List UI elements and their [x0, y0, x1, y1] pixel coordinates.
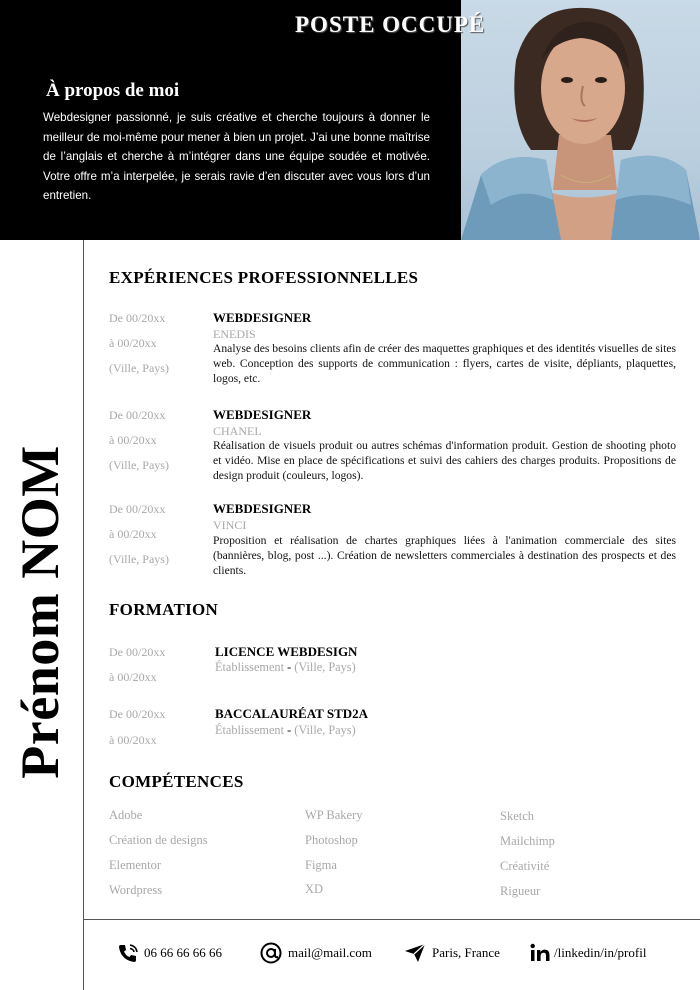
formation-title: FORMATION: [109, 600, 219, 619]
contact-linkedin[interactable]: [529, 940, 646, 966]
skill-item: Mailchimp: [500, 834, 555, 848]
contact-email-text[interactable]: mail@mail.com: [288, 945, 372, 960]
formation-dash: -: [287, 660, 292, 674]
formation-date-to: à 00/20xx: [109, 733, 157, 747]
contact-linkedin-text[interactable]: /linkedin/in/profil: [554, 945, 647, 960]
phone-icon: [117, 942, 139, 964]
exp-description: Analyse des besoins clients afin de créer des maquettes graphiques et des identités visuelles de sites web. Conception des supports de communication : flyers, cartes de visite, dépliants, plaquettes, logos, etc.: [213, 342, 676, 385]
profile-photo-illustration: [461, 0, 700, 240]
exp-date-to: à 00/20xx: [109, 336, 157, 350]
exp-date-from: De 00/20xx: [109, 408, 166, 422]
formation-date-from: De 00/20xx: [109, 645, 166, 659]
contact-phone-text: 06 66 66 66 66: [144, 945, 222, 960]
formation-date-to: à 00/20xx: [109, 670, 157, 684]
exp-company: ENEDIS: [213, 327, 256, 341]
exp-company: CHANEL: [213, 424, 262, 438]
skill-item: XD: [305, 882, 324, 896]
exp-role: WEBDESIGNER: [213, 407, 312, 422]
contact-email[interactable]: [259, 940, 372, 966]
exp-location: (Ville, Pays): [109, 458, 169, 472]
contact-location: [403, 940, 500, 966]
skill-item: Rigueur: [500, 884, 541, 898]
at-sign-icon: [259, 942, 283, 964]
exp-location: (Ville, Pays): [109, 552, 169, 566]
formation-school-line: [215, 660, 356, 675]
about-text: Webdesigner passionné, je suis créative et cherche toujours à donner le meilleur de moi-même pour mener à bien un projet. J’ai une bonne maîtrise de l’anglais et cherche à m’intégrer dans une équipe soudée et motivée. Votre offre m’a interpelée, je serais ravie d’en discuter avec vous lors d’un entretien.: [43, 111, 430, 203]
skill-item: WP Bakery: [305, 808, 363, 822]
exp-role: WEBDESIGNER: [213, 310, 312, 325]
skill-item: Adobe: [109, 808, 143, 822]
exp-role: WEBDESIGNER: [213, 501, 312, 516]
contact-location-text: Paris, France: [432, 945, 500, 960]
candidate-name: Prénom NOM: [10, 445, 70, 779]
location-plane-icon: [403, 942, 427, 964]
formation-school-line: [215, 723, 356, 738]
skill-item: Elementor: [109, 858, 162, 872]
formation-location: (Ville, Pays): [294, 660, 356, 674]
formation-school: Établissement: [215, 660, 284, 674]
formation-dash: -: [287, 723, 292, 737]
exp-date-to: à 00/20xx: [109, 527, 157, 541]
vertical-divider: [83, 240, 84, 990]
exp-description: Réalisation de visuels produit ou autres schémas d'information produit. Gestion de shooting photo et vidéo. Mise en place de spécifications et suivi des cahiers des charges produits. Propositions de design produit (couleurs, logos).: [213, 439, 676, 482]
job-title: POSTE OCCUPÉ: [295, 12, 486, 37]
exp-date-from: De 00/20xx: [109, 311, 166, 325]
skill-item: Photoshop: [305, 833, 358, 847]
skill-item: Figma: [305, 858, 337, 872]
formation-date-from: De 00/20xx: [109, 707, 166, 721]
skill-item: Sketch: [500, 809, 535, 823]
skills-title: COMPÉTENCES: [109, 772, 244, 791]
exp-date-from: De 00/20xx: [109, 502, 166, 516]
exp-date-to: à 00/20xx: [109, 433, 157, 447]
skill-item: Création de designs: [109, 833, 208, 847]
contact-phone: [117, 940, 222, 966]
exp-company: VINCI: [213, 518, 247, 532]
about-title: À propos de moi: [46, 80, 180, 101]
formation-school: Établissement: [215, 723, 284, 737]
experiences-title: EXPÉRIENCES PROFESSIONNELLES: [109, 268, 419, 287]
formation-degree: LICENCE WEBDESIGN: [215, 644, 358, 659]
linkedin-icon: [529, 942, 553, 964]
skill-item: Wordpress: [109, 883, 163, 897]
formation-degree: BACCALAURÉAT STD2A: [215, 706, 369, 721]
exp-location: (Ville, Pays): [109, 361, 169, 375]
skill-item: Créativité: [500, 859, 550, 873]
exp-description: Proposition et réalisation de chartes graphiques liées à l'animation commerciale des sites (bannières, blog, post ...). Création de newsletters commerciales à destination des prospects et des clients.: [213, 534, 676, 577]
profile-photo: [461, 0, 700, 240]
footer-divider: [83, 919, 700, 920]
formation-location: (Ville, Pays): [294, 723, 356, 737]
